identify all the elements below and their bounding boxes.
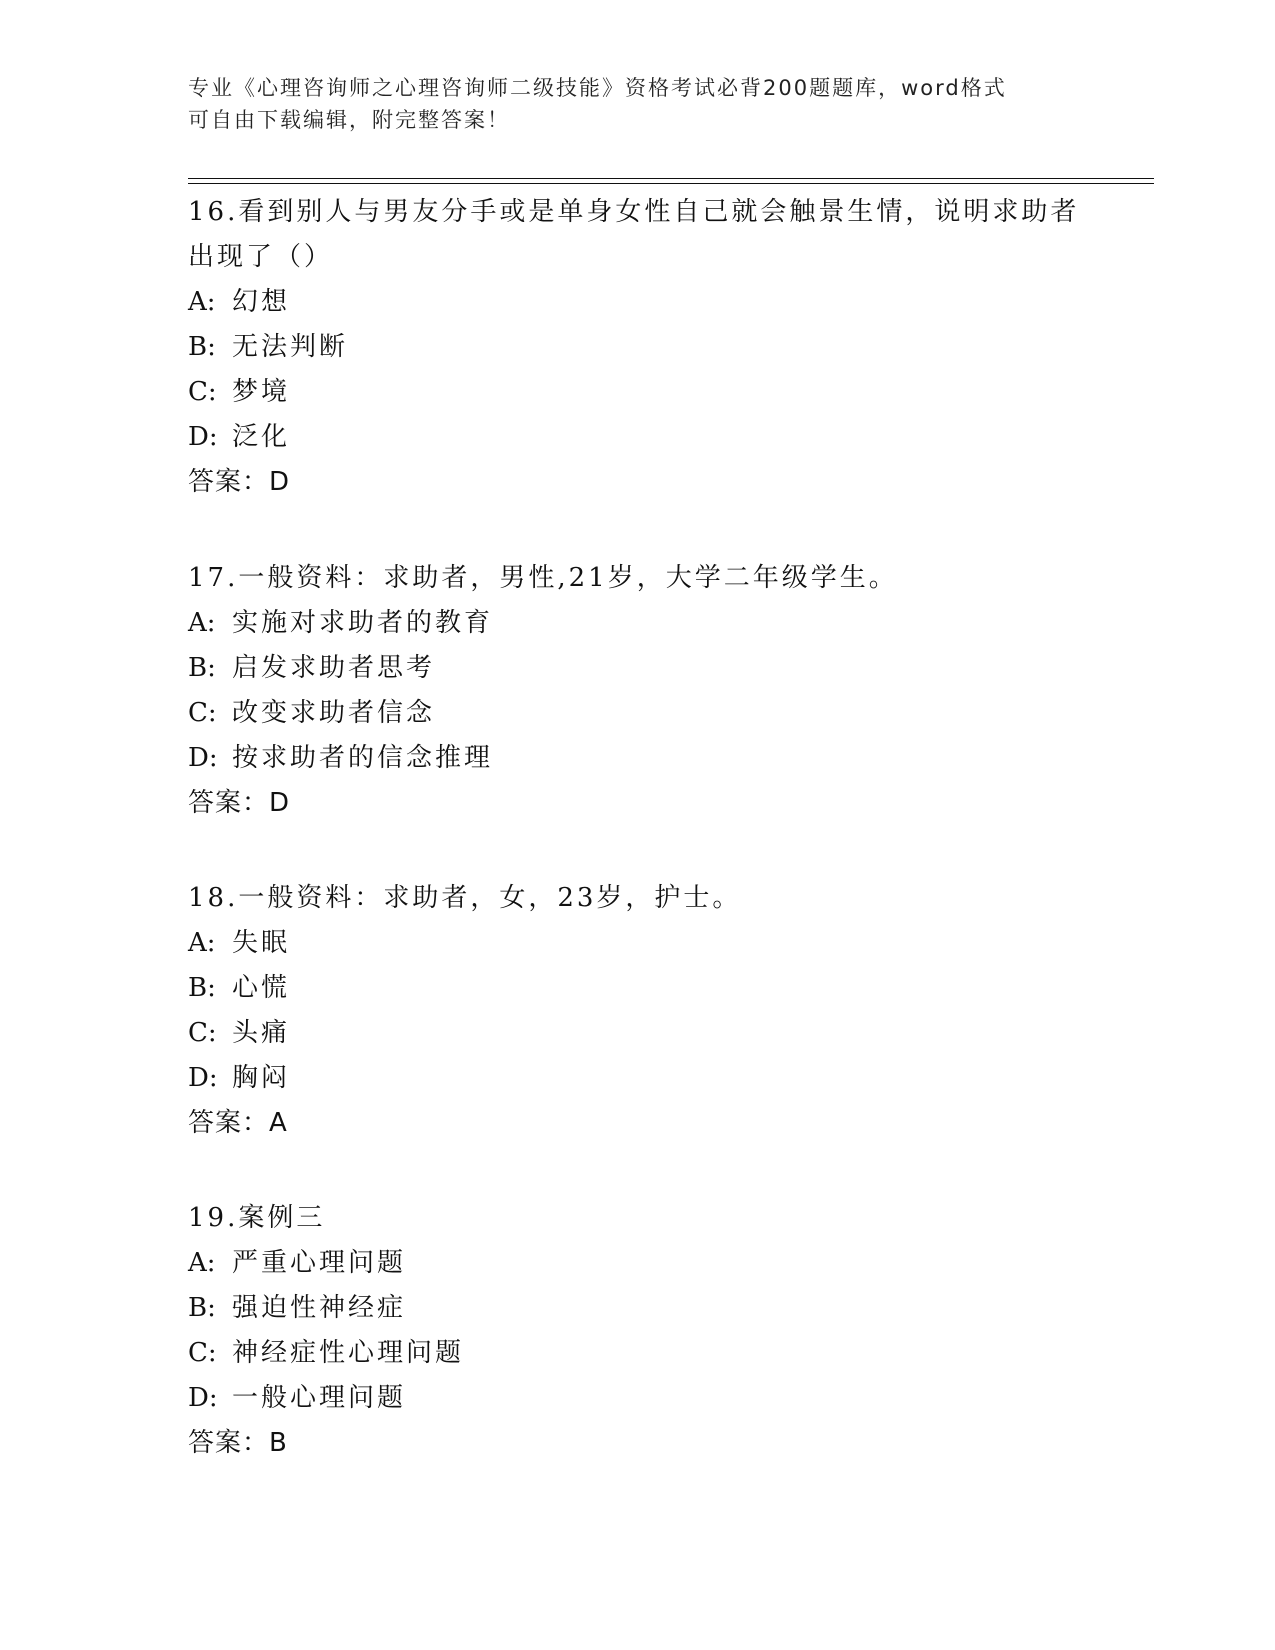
option-key: C: [188,1338,217,1368]
question-stem-line: 17.一般资料：求助者，男性,21岁，大学二年级学生。 [188,563,898,593]
option-text: 按求助者的信念推理 [232,743,494,773]
question-stem-line: 19.案例三 [188,1203,326,1233]
question-stem [188,876,1088,921]
header-line-1: 专业《心理咨询师之心理咨询师二级技能》资格考试必背200题题库，word格式 [188,76,1007,100]
option-c [188,370,1088,415]
option-d [188,1056,1088,1101]
option-key: D: [188,1063,218,1093]
option-text: 失眠 [232,928,291,958]
answer-line: 答案：B [188,1428,288,1458]
option-text: 启发求助者思考 [232,653,436,683]
question-stem-line: 18.一般资料：求助者，女，23岁，护士。 [188,883,742,913]
option-key: A: [188,1248,216,1278]
option-b [188,966,1088,1011]
option-c [188,1011,1088,1056]
answer-line: 答案：A [188,1108,288,1138]
option-key: C: [188,698,217,728]
option-text: 一般心理问题 [232,1383,407,1413]
option-b [188,325,1088,370]
option-a [188,921,1088,966]
option-key: A: [188,287,216,317]
option-text: 心慌 [232,973,291,1003]
option-text: 实施对求助者的教育 [232,608,494,638]
answer-line: 答案：D [188,467,291,497]
option-key: B: [188,332,216,362]
option-text: 强迫性神经症 [232,1293,407,1323]
option-key: D: [188,743,218,773]
question-stem [188,190,1088,280]
option-text: 头痛 [232,1018,291,1048]
question-stem [188,1196,1088,1241]
option-c [188,1331,1088,1376]
option-d [188,736,1088,781]
option-key: A: [188,928,216,958]
option-key: A: [188,608,216,638]
header-line-2: 可自由下载编辑，附完整答案！ [188,108,510,132]
option-a [188,280,1088,325]
option-d [188,1376,1088,1421]
option-key: B: [188,1293,216,1323]
option-text: 改变求助者信念 [232,698,436,728]
question-stem-line: 出现了（） [188,242,334,272]
option-key: C: [188,377,217,407]
question-stem-line: 16.看到别人与男友分手或是单身女性自己就会触景生情，说明求助者 [188,197,1080,227]
option-b [188,1286,1088,1331]
option-key: D: [188,1383,218,1413]
option-d [188,415,1088,460]
question-16 [188,190,1088,505]
option-text: 泛化 [232,422,291,452]
option-text: 幻想 [232,287,291,317]
option-key: B: [188,973,216,1003]
option-text: 严重心理问题 [232,1248,407,1278]
option-key: C: [188,1018,217,1048]
answer-line: 答案：D [188,788,291,818]
option-a [188,601,1088,646]
document-header [188,72,1088,136]
option-key: D: [188,422,218,452]
header-divider-bottom [188,183,1154,184]
option-text: 神经症性心理问题 [232,1338,465,1368]
option-b [188,646,1088,691]
question-19 [188,1196,1088,1466]
option-text: 胸闷 [232,1063,291,1093]
option-text: 无法判断 [232,332,349,362]
option-key: B: [188,653,216,683]
question-17 [188,556,1088,826]
question-stem [188,556,1088,601]
question-18 [188,876,1088,1146]
option-c [188,691,1088,736]
option-a [188,1241,1088,1286]
option-text: 梦境 [232,377,291,407]
header-divider-top [188,178,1154,179]
